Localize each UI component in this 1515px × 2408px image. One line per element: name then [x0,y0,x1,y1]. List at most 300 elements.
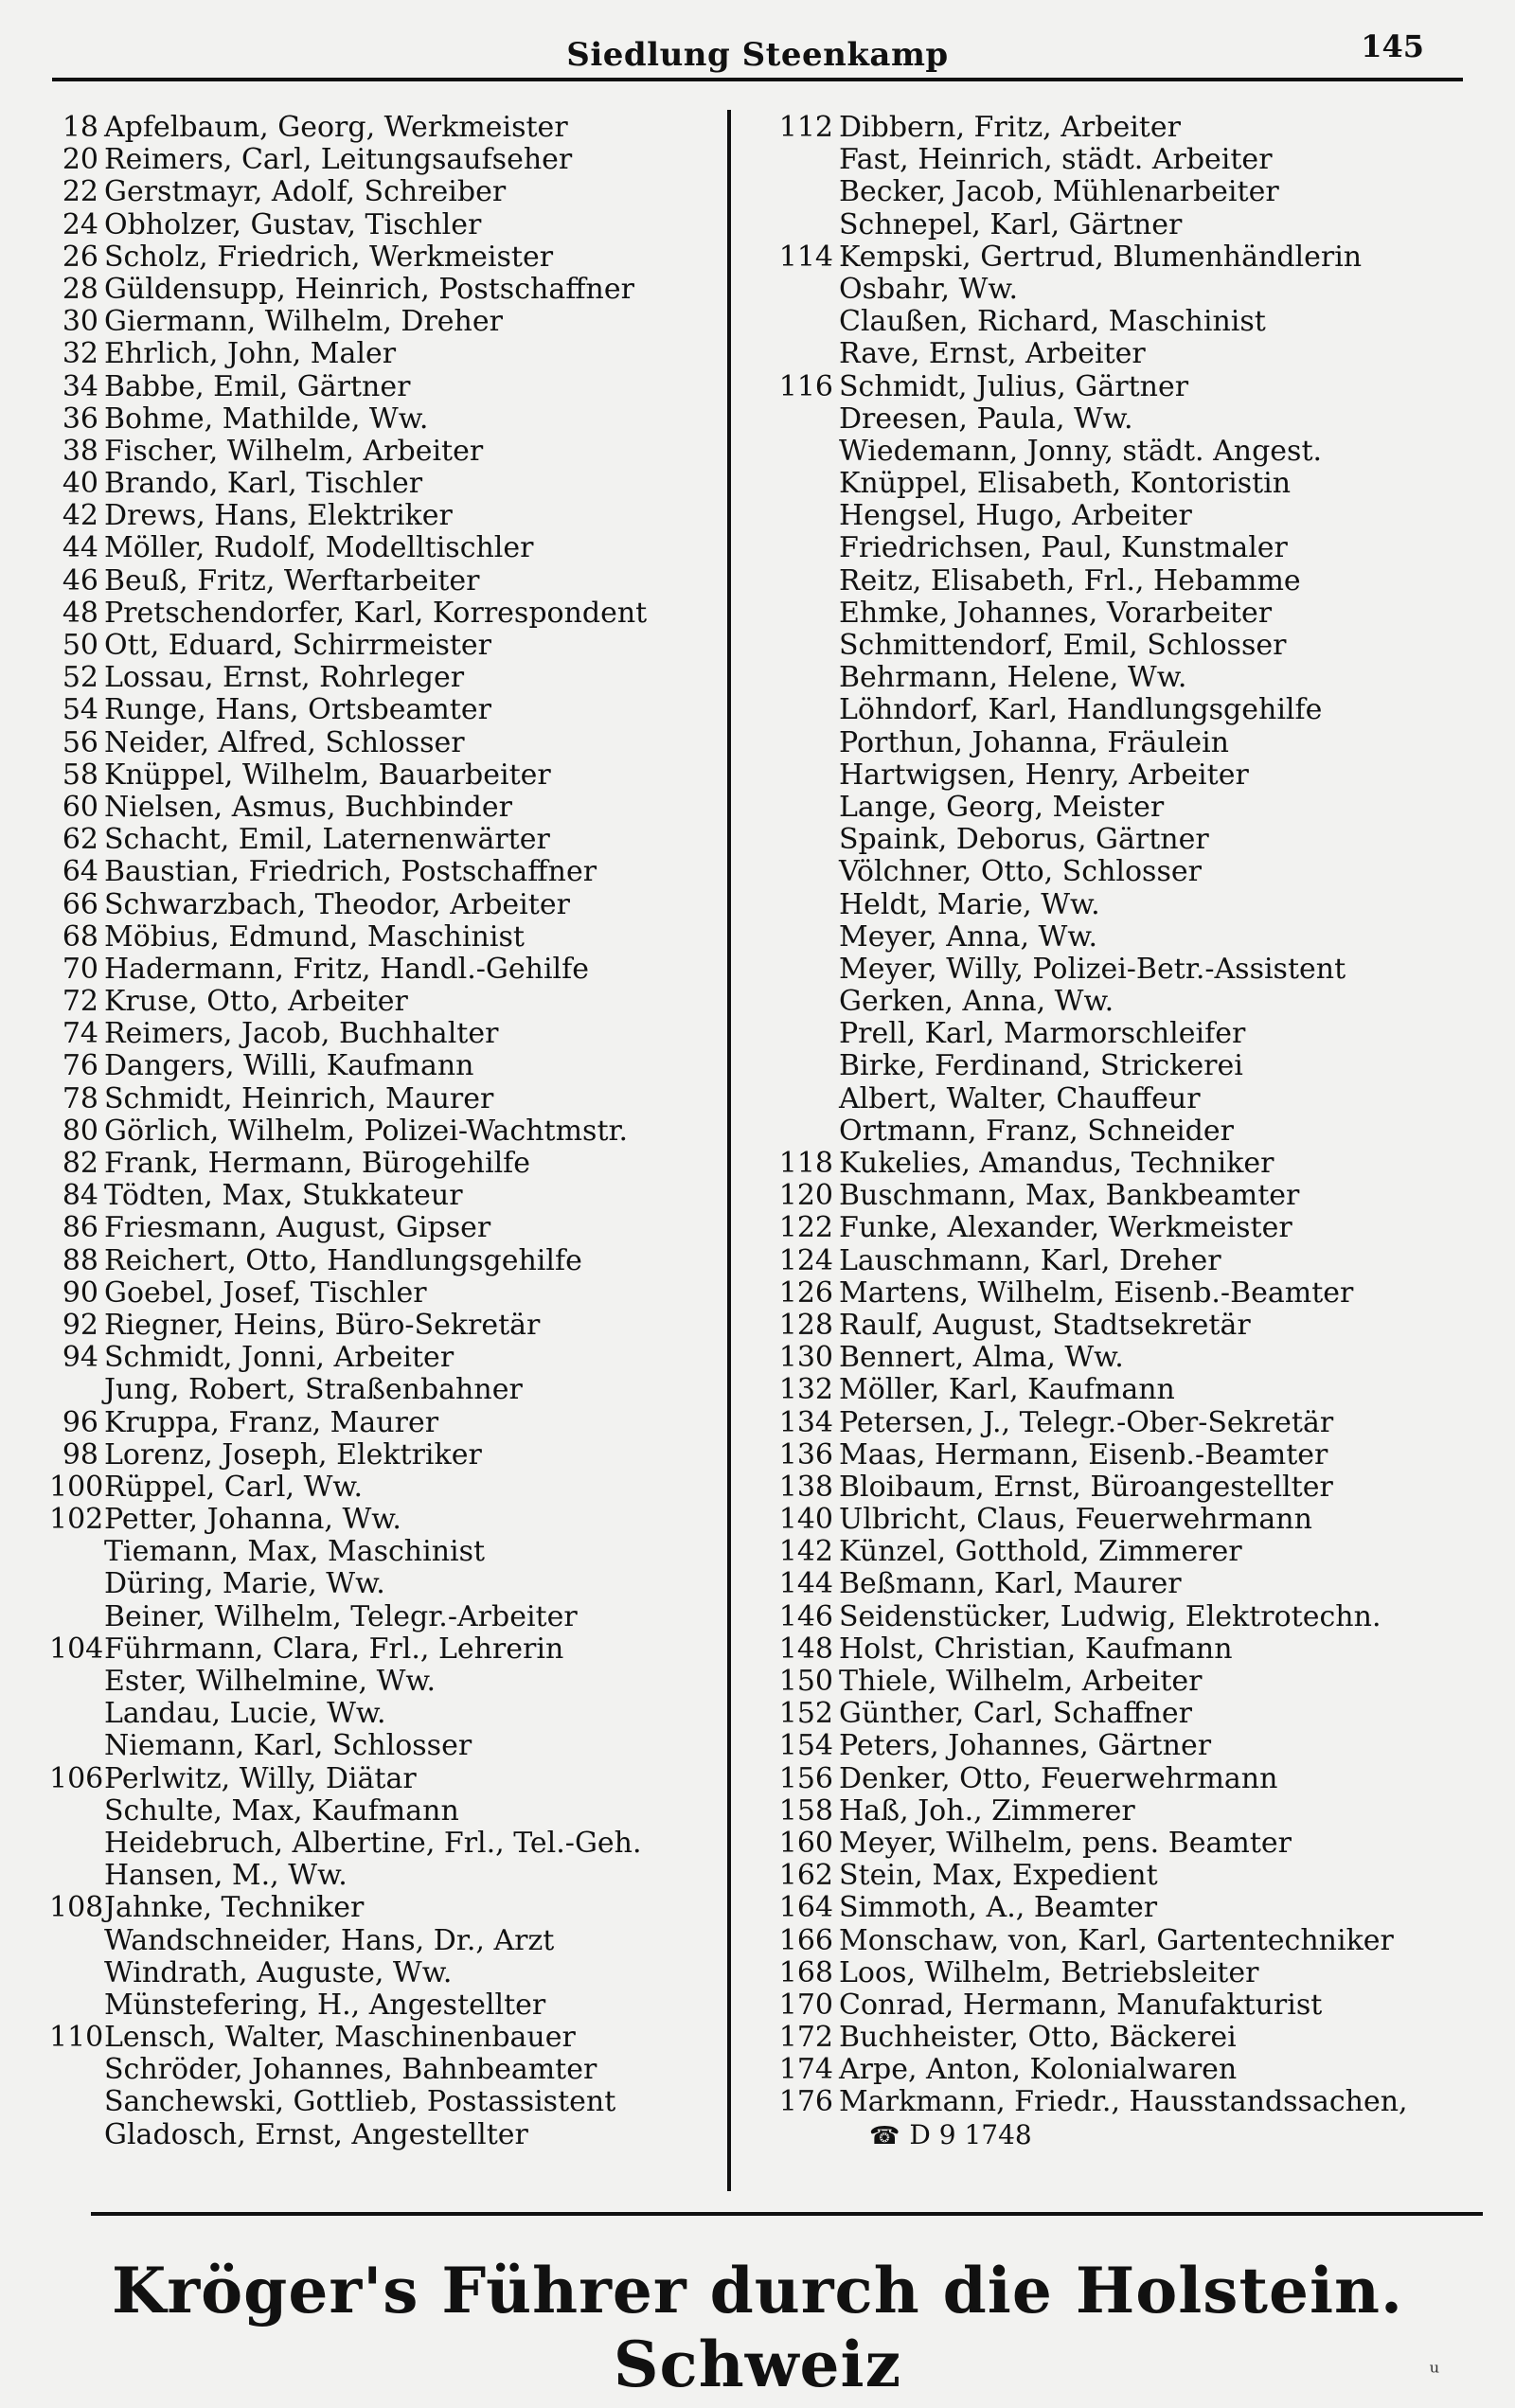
resident-entry: Heidebruch, Albertine, Frl., Tel.-Geh. [104,1826,642,1860]
resident-entry: Holst, Christian, Kaufmann [839,1632,1233,1666]
resident-entry: Albert, Walter, Chauffeur [839,1081,1201,1115]
directory-entry [49,921,723,954]
house-number: 32 [62,337,98,371]
house-number: 64 [62,855,98,889]
directory-entry [49,630,723,662]
directory-entry [746,371,1504,403]
resident-entry: Nielsen, Asmus, Buchbinder [104,790,512,824]
house-number: 78 [62,1081,98,1115]
house-number: 140 [778,1503,833,1537]
resident-entry: Riegner, Heins, Büro-Sekretär [104,1308,541,1342]
resident-entry: Kempski, Gertrud, Blumenhändlerin [839,240,1363,274]
resident-entry: Dreesen, Paula, Ww. [839,401,1133,436]
directory-entry [49,1342,723,1374]
resident-entry: Martens, Wilhelm, Eisenb.-Beamter [839,1275,1354,1310]
resident-entry: Rüppel, Carl, Ww. [104,1470,364,1504]
column-divider [727,110,731,2191]
house-number: 154 [778,1729,833,1763]
house-number: 164 [778,1891,833,1925]
house-number: 114 [778,240,833,274]
house-number: 108 [49,1891,104,1925]
resident-entry: Hengsel, Hugo, Arbeiter [839,499,1192,533]
resident-entry: Reimers, Carl, Leitungsaufseher [104,143,573,177]
house-number: 142 [778,1535,833,1569]
resident-entry: Meyer, Wilhelm, pens. Beamter [839,1826,1292,1860]
directory-entry [746,436,1504,468]
resident-entry: Lange, Georg, Meister [839,790,1165,824]
directory-entry [49,2086,723,2118]
resident-entry: Görlich, Wilhelm, Polizei-Wachtmstr. [104,1114,629,1148]
directory-entry [746,1472,1504,1504]
house-number: 168 [778,1955,833,1989]
directory-entry [49,1795,723,1828]
house-number: 28 [62,272,98,306]
resident-entry: Reitz, Elisabeth, Frl., Hebamme [839,563,1301,598]
directory-entry [49,1212,723,1244]
directory-entry [49,1601,723,1633]
house-number: 118 [778,1147,833,1180]
resident-entry: Neider, Alfred, Schlosser [104,725,465,759]
house-number: 30 [62,305,98,339]
resident-entry: Schulte, Max, Kaufmann [104,1793,459,1828]
house-number: 80 [62,1114,98,1148]
house-number: 44 [62,531,98,565]
page-title: Siedlung Steenkamp [566,36,949,74]
directory-entry [746,1698,1504,1730]
directory-entry [746,209,1504,241]
directory-entry [49,1115,723,1148]
house-number: 110 [49,2021,104,2055]
bottom-rule [91,2212,1483,2216]
directory-entry [746,759,1504,792]
directory-entry [746,1795,1504,1828]
resident-entry: Schmidt, Julius, Gärtner [839,369,1189,403]
resident-entry: Hansen, M., Ww. [104,1859,348,1893]
directory-entry [746,1828,1504,1860]
resident-entry: Bohme, Mathilde, Ww. [104,401,429,436]
directory-entry [49,1472,723,1504]
resident-entry: Claußen, Richard, Maschinist [839,305,1266,339]
resident-entry: Lorenz, Joseph, Elektriker [104,1437,482,1472]
house-number: 48 [62,596,98,630]
resident-entry: Sanchewski, Gottlieb, Postassistent [104,2085,616,2119]
directory-entry [746,2054,1504,2086]
resident-entry: Petersen, J., Telegr.-Ober-Sekretär [839,1405,1334,1439]
resident-entry: Brando, Karl, Tischler [104,467,423,501]
house-number: 158 [778,1793,833,1828]
resident-entry: Birke, Ferdinand, Strickerei [839,1049,1243,1083]
resident-entry: Monschaw, von, Karl, Gartentechniker [839,1923,1394,1957]
house-number: 22 [62,175,98,209]
resident-entry: Buchheister, Otto, Bäckerei [839,2021,1237,2055]
directory-entry [49,1277,723,1310]
resident-entry: Schnepel, Karl, Gärtner [839,207,1183,241]
left-column [49,112,723,2151]
directory-entry [49,1730,723,1762]
house-number: 160 [778,1826,833,1860]
resident-entry: Goebel, Josef, Tischler [104,1275,427,1310]
resident-entry: Niemann, Karl, Schlosser [104,1729,472,1763]
directory-entry [746,532,1504,564]
resident-entry: Babbe, Emil, Gärtner [104,369,411,403]
resident-entry: Haß, Joh., Zimmerer [839,1793,1135,1828]
resident-entry: Düring, Marie, Ww. [104,1567,385,1601]
directory-entry [746,954,1504,986]
directory-entry [746,889,1504,921]
resident-entry: Lensch, Walter, Maschinenbauer [104,2021,576,2055]
directory-entry [746,662,1504,694]
directory-entry [49,274,723,306]
house-number: 40 [62,467,98,501]
resident-entry: Perlwitz, Willy, Diätar [104,1761,417,1795]
resident-entry: Führmann, Clara, Frl., Lehrerin [104,1632,564,1666]
house-number: 38 [62,434,98,468]
directory-entry [49,2054,723,2086]
resident-entry: Knüppel, Wilhelm, Bauarbeiter [104,758,551,792]
resident-entry: Tödten, Max, Stukkateur [104,1179,463,1213]
directory-entry [746,921,1504,954]
directory-entry [746,1180,1504,1212]
directory-entry [746,1601,1504,1633]
directory-entry [49,241,723,274]
resident-entry: Jahnke, Techniker [104,1891,365,1925]
house-number: 36 [62,401,98,436]
telephone-icon: ☎ [869,2121,900,2150]
house-number: 76 [62,1049,98,1083]
directory-entry [49,1050,723,1082]
directory-entry [746,1860,1504,1892]
directory-entry [746,1310,1504,1342]
house-number: 130 [778,1341,833,1375]
house-number: 92 [62,1308,98,1342]
house-number: 156 [778,1761,833,1795]
directory-entry [746,630,1504,662]
phone-row [746,2119,1504,2151]
resident-entry: Landau, Lucie, Ww. [104,1697,386,1731]
directory-entry [49,532,723,564]
resident-entry: Meyer, Anna, Ww. [839,919,1098,954]
house-number: 176 [778,2085,833,2119]
directory-entry [49,954,723,986]
resident-entry: Denker, Otto, Feuerwehrmann [839,1761,1278,1795]
house-number: 116 [778,369,833,403]
directory-entry [49,792,723,824]
house-number: 18 [62,111,98,144]
resident-entry: Seidenstücker, Ludwig, Elektrotechn. [839,1599,1381,1633]
directory-entry [49,1860,723,1892]
resident-entry: Ortmann, Franz, Schneider [839,1114,1234,1148]
house-number: 56 [62,725,98,759]
house-number: 20 [62,143,98,177]
directory-entry [746,274,1504,306]
house-number: 170 [778,1988,833,2022]
directory-entry [746,1633,1504,1666]
resident-entry: Pretschendorfer, Karl, Korrespondent [104,596,648,630]
house-number: 134 [778,1405,833,1439]
house-number: 104 [49,1632,104,1666]
directory-entry [746,241,1504,274]
directory-entry [746,1050,1504,1082]
directory-entry [746,468,1504,500]
resident-entry: Löhndorf, Karl, Handlungsgehilfe [839,693,1323,727]
directory-entry [746,1568,1504,1600]
directory-entry [49,565,723,598]
resident-entry: Buschmann, Max, Bankbeamter [839,1179,1300,1213]
resident-entry: Osbahr, Ww. [839,272,1019,306]
footer-mark: ᵘ [1429,2359,1439,2387]
resident-entry: Giermann, Wilhelm, Dreher [104,305,503,339]
resident-entry: Heldt, Marie, Ww. [839,887,1100,921]
house-number: 100 [49,1470,104,1504]
directory-entry [746,2086,1504,2118]
directory-entry [49,500,723,532]
directory-entry [49,1828,723,1860]
house-number: 132 [778,1373,833,1407]
right-column [746,112,1504,2151]
house-number: 90 [62,1275,98,1310]
house-number: 136 [778,1437,833,1472]
resident-entry: Schwarzbach, Theodor, Arbeiter [104,887,570,921]
directory-entry [49,1018,723,1050]
house-number: 26 [62,240,98,274]
resident-entry: Runge, Hans, Ortsbeamter [104,693,491,727]
resident-entry: Wandschneider, Hans, Dr., Arzt [104,1923,555,1957]
resident-entry: Kruppa, Franz, Maurer [104,1405,439,1439]
directory-entry [746,1763,1504,1795]
house-number: 86 [62,1211,98,1245]
resident-entry: Möller, Rudolf, Modelltischler [104,531,534,565]
directory-entry [49,176,723,208]
directory-entry [746,694,1504,726]
resident-entry: Friesmann, August, Gipser [104,1211,491,1245]
resident-entry: Schacht, Emil, Laternenwärter [104,823,550,857]
resident-entry: Behrmann, Helene, Ww. [839,661,1187,695]
resident-entry: Kruse, Otto, Arbeiter [104,985,408,1019]
house-number: 82 [62,1147,98,1180]
resident-entry: Jung, Robert, Straßenbahner [104,1373,523,1407]
directory-entry [746,824,1504,856]
directory-entry [49,1245,723,1277]
house-number: 54 [62,693,98,727]
directory-entry [746,176,1504,208]
directory-entry [746,986,1504,1018]
directory-entry [49,1989,723,2022]
resident-entry: Windrath, Auguste, Ww. [104,1955,453,1989]
resident-entry: Meyer, Willy, Polizei-Betr.-Assistent [839,952,1346,986]
directory-entry [746,727,1504,759]
resident-entry: Knüppel, Elisabeth, Kontoristin [839,467,1292,501]
directory-entry [49,1666,723,1698]
directory-entry [49,694,723,726]
directory-entry [746,1892,1504,1924]
resident-entry: Kukelies, Amandus, Techniker [839,1147,1274,1180]
resident-entry: Hartwigsen, Henry, Arbeiter [839,758,1249,792]
directory-entry [49,1698,723,1730]
resident-entry: Ester, Wilhelmine, Ww. [104,1665,437,1698]
resident-entry: Funke, Alexander, Werkmeister [839,1211,1292,1245]
resident-entry: Peters, Johannes, Gärtner [839,1729,1212,1763]
house-number: 24 [62,207,98,241]
resident-entry: Frank, Hermann, Bürogehilfe [104,1147,531,1180]
house-number: 34 [62,369,98,403]
resident-entry: Schmidt, Heinrich, Maurer [104,1081,494,1115]
directory-entry [49,1180,723,1212]
resident-entry: Maas, Hermann, Eisenb.-Beamter [839,1437,1328,1472]
house-number: 70 [62,952,98,986]
directory-entry [49,1504,723,1536]
resident-entry: Drews, Hans, Elektriker [104,499,453,533]
directory-entry [746,500,1504,532]
directory-entry [49,856,723,888]
directory-entry [746,1115,1504,1148]
house-number: 58 [62,758,98,792]
resident-entry: Loos, Wilhelm, Betriebsleiter [839,1955,1259,1989]
resident-entry: Beuß, Fritz, Werftarbeiter [104,563,480,598]
directory-entry [746,1083,1504,1115]
resident-entry: Künzel, Gotthold, Zimmerer [839,1535,1242,1569]
house-number: 60 [62,790,98,824]
resident-entry: Becker, Jacob, Mühlenarbeiter [839,175,1279,209]
resident-entry: Bloibaum, Ernst, Büroangestellter [839,1470,1333,1504]
house-number: 172 [778,2021,833,2055]
house-number: 126 [778,1275,833,1310]
house-number: 166 [778,1923,833,1957]
resident-entry: Gerken, Anna, Ww. [839,985,1114,1019]
resident-entry: Prell, Karl, Marmorschleifer [839,1017,1246,1051]
house-number: 162 [778,1859,833,1893]
resident-entry: Beßmann, Karl, Maurer [839,1567,1182,1601]
resident-entry: Apfelbaum, Georg, Werkmeister [104,111,568,144]
resident-entry: Gerstmayr, Adolf, Schreiber [104,175,507,209]
directory-entry [746,792,1504,824]
house-number: 84 [62,1179,98,1213]
resident-entry: Raulf, August, Stadtsekretär [839,1308,1251,1342]
house-number: 42 [62,499,98,533]
resident-entry: Spaink, Deborus, Gärtner [839,823,1209,857]
resident-entry: Möller, Karl, Kaufmann [839,1373,1175,1407]
directory-entry [49,727,723,759]
house-number: 68 [62,919,98,954]
directory-entry [746,856,1504,888]
house-number: 88 [62,1243,98,1277]
house-number: 52 [62,661,98,695]
directory-entry [49,1374,723,1406]
resident-entry: Rave, Ernst, Arbeiter [839,337,1146,371]
directory-entry [49,2119,723,2151]
house-number: 128 [778,1308,833,1342]
resident-entry: Günther, Carl, Schaffner [839,1697,1192,1731]
directory-entry [49,598,723,630]
house-number: 122 [778,1211,833,1245]
directory-entry [746,1277,1504,1310]
house-number: 120 [778,1179,833,1213]
resident-entry: Schmidt, Jonni, Arbeiter [104,1341,454,1375]
resident-entry: Ulbricht, Claus, Feuerwehrmann [839,1503,1312,1537]
directory-entry [49,371,723,403]
resident-entry: Schmittendorf, Emil, Schlosser [839,629,1287,662]
directory-entry [49,824,723,856]
directory-entry [746,1439,1504,1472]
resident-entry: Bennert, Alma, Ww. [839,1341,1124,1375]
directory-entry [49,112,723,144]
resident-entry: Markmann, Friedr., Hausstandssachen, [839,2085,1408,2119]
directory-entry [49,436,723,468]
directory-entry [746,1504,1504,1536]
directory-entry [49,1568,723,1600]
house-number: 50 [62,629,98,662]
directory-entry [49,1633,723,1666]
directory-entry [49,1148,723,1180]
resident-entry: Scholz, Friedrich, Werkmeister [104,240,554,274]
directory-entry [746,1342,1504,1374]
directory-entry [746,1730,1504,1762]
directory-entry [746,565,1504,598]
header-rule [52,78,1463,81]
directory-entry [49,468,723,500]
directory-entry [746,306,1504,338]
directory-entry [746,144,1504,176]
house-number: 148 [778,1632,833,1666]
resident-entry: Völchner, Otto, Schlosser [839,855,1202,889]
house-number: 124 [778,1243,833,1277]
house-number: 146 [778,1599,833,1633]
resident-entry: Lossau, Ernst, Rohrleger [104,661,465,695]
resident-entry: Dibbern, Fritz, Arbeiter [839,111,1181,144]
resident-entry: Stein, Max, Expedient [839,1859,1158,1893]
directory-entry [746,1536,1504,1568]
resident-entry: Fast, Heinrich, städt. Arbeiter [839,143,1273,177]
house-number: 152 [778,1697,833,1731]
directory-entry [49,144,723,176]
page-number: 145 [1361,28,1424,64]
resident-entry: Baustian, Friedrich, Postschaffner [104,855,597,889]
directory-entry [49,662,723,694]
resident-entry: Porthun, Johanna, Fräulein [839,725,1229,759]
house-number: 112 [778,111,833,144]
directory-entry [746,1374,1504,1406]
house-number: 150 [778,1665,833,1698]
directory-entry [49,306,723,338]
directory-entry [746,1957,1504,1989]
directory-entry [746,1148,1504,1180]
directory-entry [746,112,1504,144]
resident-entry: Möbius, Edmund, Maschinist [104,919,525,954]
directory-entry [49,209,723,241]
resident-entry: Güldensupp, Heinrich, Postschaffner [104,272,634,306]
resident-entry: Petter, Johanna, Ww. [104,1503,401,1537]
house-number: 46 [62,563,98,598]
directory-entry [49,1892,723,1924]
house-number: 66 [62,887,98,921]
house-number: 174 [778,2053,833,2087]
directory-entry [49,1310,723,1342]
directory-entry [49,1083,723,1115]
directory-entry [746,1666,1504,1698]
house-number: 74 [62,1017,98,1051]
resident-entry: Ehmke, Johannes, Vorarbeiter [839,596,1273,630]
resident-entry: Dangers, Willi, Kaufmann [104,1049,474,1083]
resident-entry: Simmoth, A., Beamter [839,1891,1158,1925]
house-number: 106 [49,1761,104,1795]
resident-entry: Ott, Eduard, Schirrmeister [104,629,491,662]
directory-entry [49,1407,723,1439]
directory-entry [49,1439,723,1472]
directory-entry [746,598,1504,630]
house-number: 94 [62,1341,98,1375]
resident-entry: Fischer, Wilhelm, Arbeiter [104,434,484,468]
resident-entry: Tiemann, Max, Maschinist [104,1535,486,1569]
resident-entry: Hadermann, Fritz, Handl.-Gehilfe [104,952,590,986]
